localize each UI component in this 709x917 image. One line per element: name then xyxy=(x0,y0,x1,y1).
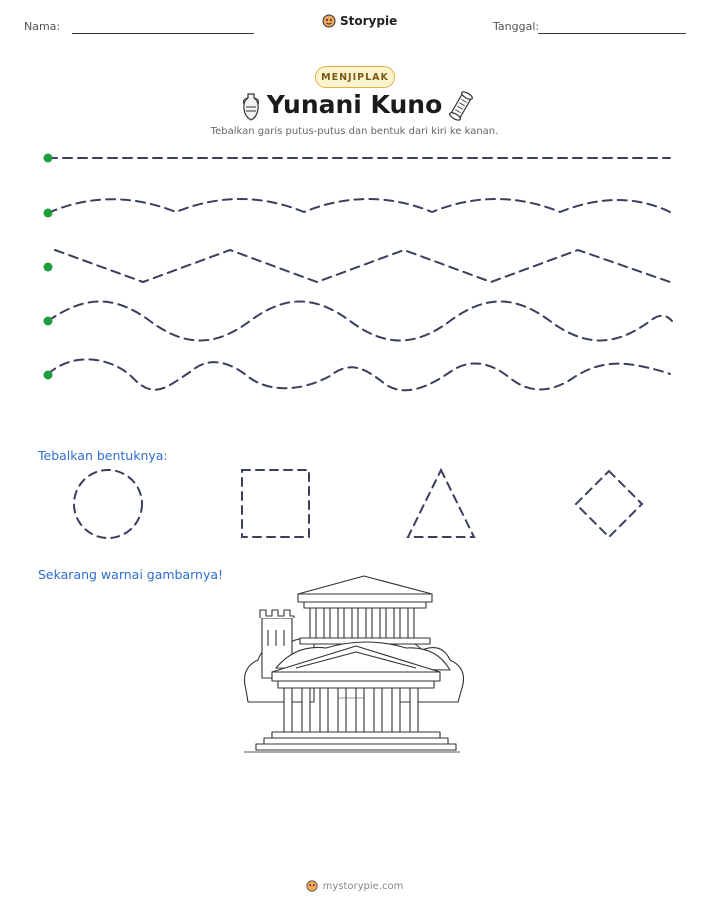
trace-circle xyxy=(74,470,142,538)
activity-badge: MENJIPLAK xyxy=(315,66,395,88)
trace-line-zigzag xyxy=(55,250,670,282)
page-title: Yunani Kuno xyxy=(266,90,443,119)
trace-line-curves xyxy=(48,359,670,390)
storypie-mascot-icon xyxy=(306,880,318,892)
footer xyxy=(0,880,709,892)
greek-temple-illustration xyxy=(236,572,468,760)
trace-diamond xyxy=(576,471,642,537)
start-dot xyxy=(44,317,53,326)
shapes-label: Tebalkan bentuknya: xyxy=(38,448,168,463)
date-line[interactable] xyxy=(538,33,686,34)
name-line[interactable] xyxy=(72,33,254,34)
storypie-mascot-icon xyxy=(322,14,336,28)
brand-name: Storypie xyxy=(340,14,398,28)
start-dot xyxy=(44,209,53,218)
trace-square xyxy=(242,470,309,537)
date-label: Tanggal: xyxy=(493,20,540,33)
scroll-icon xyxy=(448,90,474,122)
footer-url[interactable]: mystorypie.com xyxy=(322,880,404,892)
start-dot xyxy=(44,263,53,272)
coloring-label: Sekarang warnai gambarnya! xyxy=(38,567,224,582)
brand-logo xyxy=(322,14,397,28)
trace-triangle xyxy=(408,470,474,537)
instructions: Tebalkan garis putus-putus dan bentuk dari kiri ke kanan. xyxy=(210,126,499,137)
trace-line-smooth-wave xyxy=(48,302,672,341)
tracing-lines xyxy=(0,140,709,400)
start-dot xyxy=(44,371,53,380)
name-label: Nama: xyxy=(24,20,61,33)
tracing-shapes xyxy=(0,462,709,547)
start-dot xyxy=(44,154,53,163)
trace-line-wave xyxy=(48,199,670,213)
